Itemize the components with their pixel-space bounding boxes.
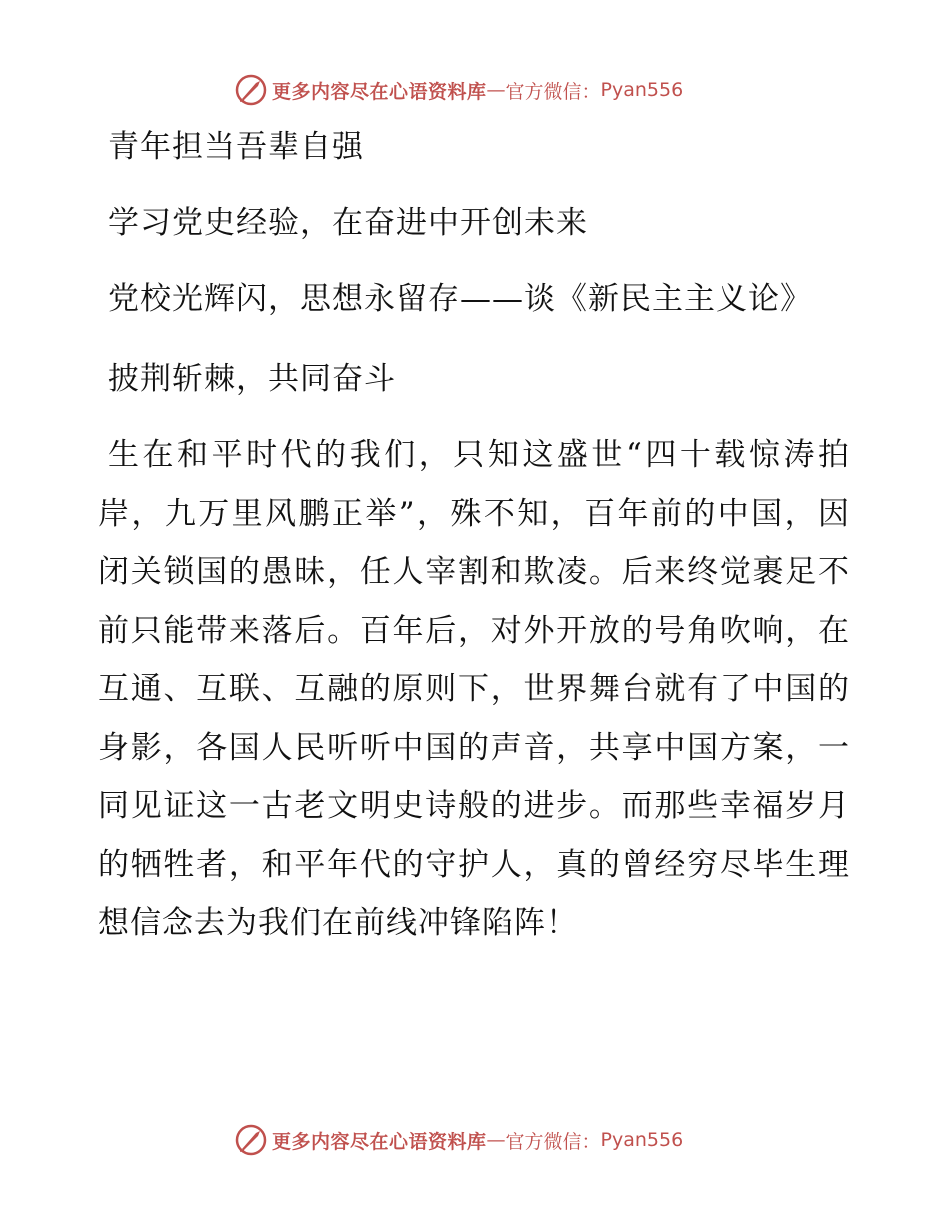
watermark-brand: 更多内容尽在心语资料库 <box>272 1130 487 1153</box>
footer-watermark <box>234 1122 683 1158</box>
title-4: 披荆斩棘，共同奋斗 <box>108 361 396 397</box>
quill-pen-icon <box>234 73 268 107</box>
watermark-contact-id: Pyan556 <box>600 79 684 101</box>
watermark-contact-label: 官方微信： <box>505 80 601 103</box>
body-paragraph: 生在和平时代的我们，只知这盛世“四十载惊涛拍岸，九万里风鹏正举”，殊不知，百年前的中国，因闭关锁国的愚昧，任人宰割和欺凌。后来终觉裹足不前只能带来落后。百年后，对外开放的号角吹响，在互通、互联、互融的原则下，世界舞台就有了中国的身影，各国人民听听中国的声音，共享中国方案，一同见证这一古老文明史诗般的进步。而那些幸福岁月的牺牲者，和平年代的守护人，真的曾经穷尽毕生理想信念去为我们在前线冲锋陷阵！ <box>98 437 850 941</box>
watermark-contact-id: Pyan556 <box>600 1129 684 1151</box>
header-watermark <box>234 72 683 108</box>
title-1: 青年担当吾辈自强 <box>108 129 364 165</box>
watermark-contact-label: 官方微信： <box>505 1130 601 1153</box>
watermark-separator: — <box>486 79 506 101</box>
title-3: 党校光辉闪，思想永留存——谈《新民主主义论》 <box>108 281 812 317</box>
document-content <box>98 118 850 953</box>
watermark-brand: 更多内容尽在心语资料库 <box>272 80 487 103</box>
watermark-separator: — <box>486 1129 506 1151</box>
quill-pen-icon <box>234 1123 268 1157</box>
title-2: 学习党史经验，在奋进中开创未来 <box>108 205 588 241</box>
